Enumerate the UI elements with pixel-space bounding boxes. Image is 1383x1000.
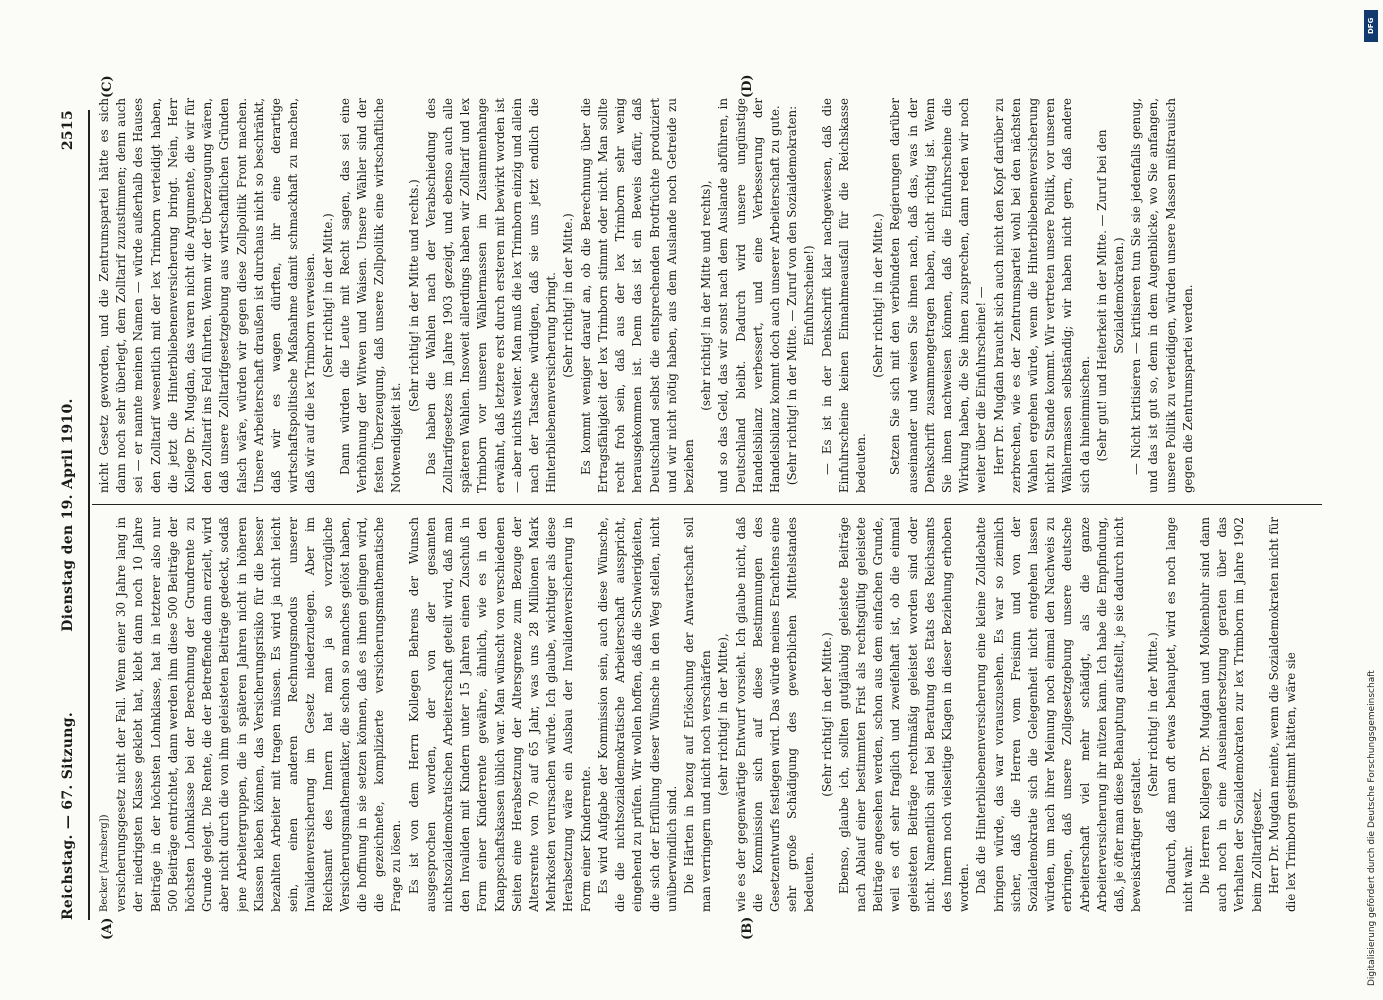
header-rule bbox=[88, 110, 90, 920]
margin-marker-c: (C) bbox=[100, 75, 115, 98]
paragraph: Herr Dr. Mugdan meinte, wenn die Sozialdemokraten nicht für die lex Trimborn gestimmt hätten, wäre sie bbox=[1266, 517, 1299, 912]
right-column bbox=[96, 98, 1321, 493]
interjection: (Sehr richtig! in der Mitte.) bbox=[561, 213, 576, 378]
credit-text: Digitalisierung gefördert durch die Deutsche Forschungsgemeinschaft bbox=[1367, 670, 1377, 986]
paragraph: Es kommt weniger darauf an, ob die Berechnung über die Ertragsfähigkeit der lex Trimborn stimmt oder nicht. Man sollte recht froh sein, daß aus der lex Trimborn sehr wenig herausgekommen ist. Denn das ist ein Beweis dafür, daß Deutschland selbst die entsprechenden Brotfrüchte produziert und wir nicht nötig haben, aus dem Auslande noch Getreide zu beziehen bbox=[578, 98, 696, 493]
paragraph: Die Herren Kollegen Dr. Mugdan und Molkenbuhr sind dann auch noch in eine Auseinandersetzung geraten über das Verhalten der Sozialdemokraten zur lex Trimborn im Jahre 1902 beim Zolltarifgesetz. bbox=[1198, 517, 1264, 912]
interjection: (Sehr gut! und Heiterkeit in der Mitte. — Zuruf bei den Sozialdemokraten.) bbox=[1094, 129, 1126, 462]
margin-marker-d: (D) bbox=[740, 74, 755, 98]
interjection: (Sehr richtig! in der Mitte.) bbox=[1146, 632, 1161, 797]
margin-marker-a: (A) bbox=[100, 917, 115, 940]
paragraph: Das haben die Wahlen nach der Verabschiedung des Zolltarifgesetzes im Jahre 1903 gezeigt, und ebenso auch alle späteren Wahlen. Insoweit allerdings haben wir Zolltarif und lex Trimborn vor unseren Wählermassen im Zusammenhange erwähnt, daß letztere erst durch ersteren mit bewirkt worden ist — aber nichts weiter. Man muß die lex Trimborn einzig und allein nach der Tatsache würdigen, daß sie uns jetzt endlich die Hinterbliebenenversicherung bringt. bbox=[423, 98, 559, 493]
column-divider bbox=[92, 504, 1322, 505]
digitization-credit bbox=[1363, 6, 1381, 986]
interjection: (sehr richtig! in der Mitte), bbox=[716, 633, 731, 796]
interjection: (Sehr richtig! in der Mitte und rechts.) bbox=[406, 179, 421, 412]
paragraph: Daß die Hinterbliebenenversicherung eine kleine Zolldebatte bringen würde, das war vorauszusehen. Es war so ziemlich sicher, daß die Herren vom Freisinn und von der Sozialdemokratie sich die Gelegenheit nicht entgehen lassen würden, um nach ihrer Meinung noch einmal den Nachweis zu erbringen, daß unsere Zollgesetzgebung unsere deutsche Arbeiterschaft viel mehr schädigt, als die ganze Arbeiterversicherung ihr nützen kann. Ich habe die Empfindung, daß, je öfter man diese Behauptung aufstellt, je sie dadurch nicht beweiskräftiger gestaltet. bbox=[974, 517, 1144, 912]
header-left: Reichstag. — 67. Sitzung. bbox=[60, 712, 76, 920]
paragraph: Die Härten in bezug auf Erlöschung der Anwartschaft soll man verringern und nicht noch verschärfen bbox=[681, 517, 714, 912]
header-date: Dienstag den 19. April 1910. bbox=[60, 398, 76, 632]
paragraph: nicht Gesetz geworden, und die Zentrumspartei hätte es sich dann noch sehr überlegt, dem Zolltarif zuzustimmen; denn auch sei — er nannte meinen Namen — würde außerhalb des Hauses den Zolltarif wesentlich mit der lex Trimborn verteidigt haben, die jetzt die Hinterbliebenenversicherung bringt. Nein, Herr Kollege Dr. Mugdan, das waren nicht die Argumente, die wir für den Zolltarif ins Feld führten. Wenn wir der Überzeugung wären, daß unsere Zolltarifgesetzgebung aus wirtschaftlichen Gründen falsch wäre, würden wir gegen diese Zollpolitik Front machen. Unsere Arbeiterschaft draußen ist durchaus nicht so beschränkt, daß wir es wagen dürften, ihr eine derartige wirtschaftspolitische Maßnahme damit schmackhaft zu machen, daß wir auf die lex Trimborn verweisen. bbox=[97, 98, 318, 493]
paragraph: Dadurch, daß man oft etwas behauptet, wird es noch lange nicht wahr. bbox=[1163, 517, 1195, 912]
paragraph: Es ist von dem Herrn Kollegen Behrens der Wunsch ausgesprochen worden, der von der gesamten nichtsozialdemokratischen Arbeiterschaft geteilt wird, daß man den Invaliden mit Kindern unter 15 Jahren einen Zuschuß in Form einer Kinderrente gewähre, ähnlich, wie es in den Knappschaftskassen üblich war. Man wünscht von verschiedenen Seiten eine Herabsetzung der Altersgrenze zum Bezuge der Altersrente von 70 auf 65 Jahr, was uns 28 Millionen Mark Mehrkosten verursachen würde. Ich glaube, wichtiger als diese Herabsetzung wäre ein Ausbau der Invalidenversicherung in Form einer Kinderrente. bbox=[406, 517, 593, 912]
page-header bbox=[60, 110, 82, 920]
speaker-note: Becker [Arnsberg]) bbox=[99, 814, 110, 912]
dfg-logo: DFG bbox=[1364, 10, 1378, 42]
paragraph: Herr Dr. Mugdan braucht sich auch nicht den Kopf darüber zu zerbrechen, wie es der Zentrumspartei wohl bei den nächsten Wahlen ergehen würde, wenn die Hinterbliebenenversicherung nicht zu Stande kommt. Wir vertreten unsere Politik, vor unseren Wählermassen selbständig; wir haben nicht gern, daß andere sich da hineinmischen. bbox=[991, 98, 1092, 493]
paragraph: und so das Geld, das wir sonst nach dem Auslande abführen, in Deutschland bleibt. Dadurch wird unsere ungünstige Handelsbilanz verbessert, und eine Verbesserung der Handelsbilanz kommt doch auch unserer Arbeiterschaft zu gute. bbox=[716, 98, 782, 493]
interjection: (sehr richtig! in der Mitte und rechts), bbox=[699, 180, 714, 411]
paragraph: Dann würden die Leute mit Recht sagen, das sei eine Verhöhnung der Witwen und Waisen. Unsere Wähler sind der festen Überzeugung, daß unsere Zollpolitik eine wirtschaftliche Notwendigkeit ist. bbox=[337, 98, 404, 493]
interjection: (Sehr richtig! in der Mitte. — Zuruf von den Sozialdemokraten: Einfuhrscheine!) bbox=[785, 105, 817, 486]
paragraph: — Es ist in der Denkschrift klar nachgewiesen, daß die Einfuhrscheine keinen Einnahmeausfall für die Reichskasse bedeuten. bbox=[819, 98, 868, 493]
page-number: 2515 bbox=[60, 110, 76, 151]
paragraph: wie es der gegenwärtige Entwurf vorsieht. Ich glaube nicht, daß die Kommission sich auf diese Bestimmungen des Gesetzentwurfs festlegen wird. Das würde meines Erachtens eine sehr große Schädigung des gewerblichen Mittelstandes bedeuten. bbox=[733, 517, 817, 912]
interjection: (Sehr richtig! in der Mitte.) bbox=[320, 213, 335, 378]
margin-marker-b: (B) bbox=[740, 916, 755, 940]
paragraph: Setzen Sie sich mit den verbündeten Regierungen darüber auseinander und weisen Sie ihnen nach, daß das, was in der Denkschrift zusammengetragen haben, nicht richtig ist. Wenn Sie ihnen nachweisen können, daß die Einfuhrscheine die Wirkung haben, die Sie ihnen zusprechen, dann reden wir noch weiter über die Einfuhrscheine! — bbox=[888, 98, 989, 493]
paragraph: versicherungsgesetz nicht der Fall. Wenn einer 30 Jahre lang in der niedrigsten Klasse geklebt hat, klebt dann noch 10 Jahre Beiträge in der höchsten Lohnklasse, hat in letzterer also nur 500 Beiträge entrichtet, dann werden ihm diese 500 Beiträge der höchsten Lohnklasse bei der Berechnung der Grundrente zu Grunde gelegt. Die Rente, die der Betreffende dann erzielt, wird aber nicht durch die von ihm geleisteten Beiträge gedeckt, sodaß jene Arbeitergruppen, die in späteren Jahren nicht in höheren Klassen kleben können, das Versicherungsrisiko für die besser bezahlten Arbeiter mit tragen müssen. Es wird ja nicht leicht sein, einen anderen Rechnungsmodus unserer Invalidenversicherung im Gesetz niederzulegen. Aber im Reichsamt des Innern hat man ja so vorzügliche Versicherungsmathematiker, die schon so manches gelöst haben, die hoffnung in sie setzen können, daß es ihnen gelingen wird, die gezeichnete, komplizierte versicherungsmathematische Frage zu lösen. bbox=[114, 517, 404, 912]
interjection: (Sehr richtig! in der Mitte.) bbox=[819, 632, 834, 797]
interjection: (Sehr richtig! in der Mitte.) bbox=[871, 213, 886, 378]
paragraph: Es wird Aufgabe der Kommission sein, auch diese Wünsche, die die nichtsozialdemokratische Arbeiterschaft ausspricht, eingehend zu prüfen. Wir wollen hoffen, daß die Schwierigkeiten, die sich der Erfüllung dieser Wünsche in den Weg stellen, nicht unüberwindlich sind. bbox=[595, 517, 679, 912]
paragraph: — Nicht kritisieren — kritisieren tun Sie sie jedenfalls genug, und das ist gut so, denn in dem Augenblicke, wo Sie anfangen, unsere Politik zu verteidigen, würden unsere Massen mißtrauisch gegen die Zentrumspartei werden. bbox=[1129, 98, 1195, 493]
paragraph: Ebenso, glaube ich, sollten gutgläubig geleistete Beiträge nach Ablauf einer bestimmten Frist als rechtsgültig geleistete Beiträge angesehen werden, schon aus dem einfachen Grunde, weil es oft sehr fraglich und zweifelhaft ist, ob die einmal geleisteten Beiträge rechtmäßig geleistet worden sind oder nicht. Namentlich sind bei Beratung des Etats des Reichsamts des Innern noch vielseitige Klagen in dieser Beziehung erhoben worden. bbox=[836, 517, 972, 912]
left-column bbox=[96, 517, 1321, 912]
